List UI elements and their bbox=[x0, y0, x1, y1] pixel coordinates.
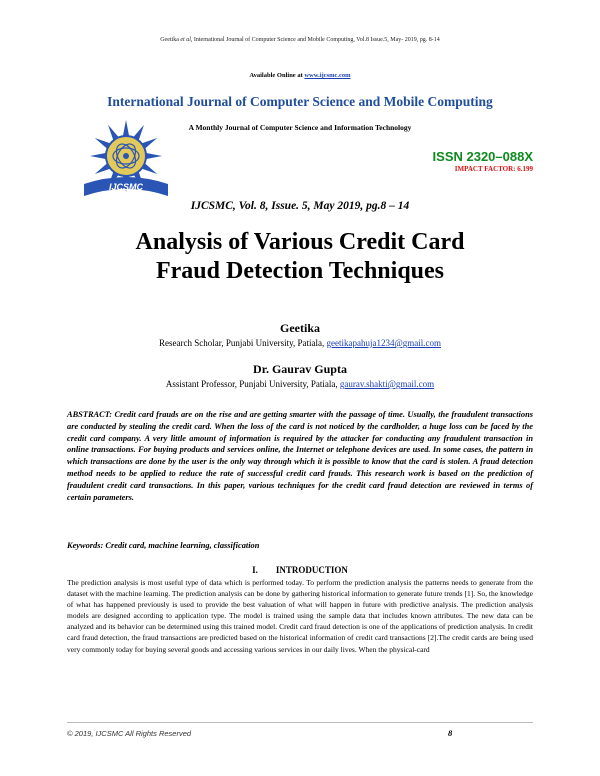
available-label: Available Online at bbox=[249, 72, 303, 79]
author-email-link[interactable]: gaurav.shakti@gmail.com bbox=[339, 379, 435, 389]
author-affiliation bbox=[0, 338, 600, 348]
journal-name: International Journal of Computer Science and Mobile Computing bbox=[107, 94, 493, 109]
section-title: INTRODUCTION bbox=[275, 565, 348, 575]
author-email-link[interactable]: geetikapahuja1234@gmail.com bbox=[326, 338, 442, 348]
page-number: 8 bbox=[448, 728, 453, 738]
affiliation-text: Assistant Professor, Punjabi University, Patiala, bbox=[165, 379, 338, 389]
journal-website-link[interactable]: www.ijcsmc.com bbox=[304, 72, 351, 79]
keywords: Keywords: Credit card, machine learning, classification bbox=[67, 541, 260, 550]
section-number: I. bbox=[252, 565, 258, 575]
available-online bbox=[0, 72, 600, 79]
running-author: Geetika bbox=[160, 37, 179, 43]
footer-copyright: © 2019, IJCSMC All Rights Reserved bbox=[67, 729, 192, 738]
paper-title bbox=[40, 228, 560, 286]
author-affiliation bbox=[0, 379, 600, 389]
introduction-text: The prediction analysis is most useful type of data which is performed today. To perform the prediction analysis the patterns needs to generate from the dataset with the machine learning. The prediction analysis can be done by gathering historical information to generate future trends [1]. So, the knowledge of what has happened previously is used to provide the best valuation of what will happen in future with predictive analysis. The prediction analysis models are designed according to application type. The model is trained using the sample data that includes known attributes. The new data can be analyzed and its behavior can be determined using this trained model. Credit card fraud detection is one of the applications of prediction analysis. In credit card fraud detection, the fraud transactions are predicted based on the historical information of credit card transactions [2].The credit cards are being used very commonly today for buying several goods and accessing various services in our daily lives. When the physical-card bbox=[67, 578, 533, 654]
running-header-rest: , International Journal of Computer Science and Mobile Computing, Vol.8 Issue.5, May- 2019, pg. 8-14 bbox=[190, 37, 440, 43]
ijcsmc-logo bbox=[76, 118, 176, 200]
paper-title-line-2: Fraud Detection Techniques bbox=[155, 258, 445, 284]
paper-title-line-1: Analysis of Various Credit Card bbox=[135, 229, 465, 255]
author-name: Geetika bbox=[280, 321, 320, 335]
logo-text: IJCSMC bbox=[108, 182, 144, 192]
issn: ISSN 2320–088X bbox=[432, 149, 533, 164]
author-name: Dr. Gaurav Gupta bbox=[253, 362, 347, 376]
citation-line: IJCSMC, Vol. 8, Issue. 5, May 2019, pg.8 – 14 bbox=[190, 200, 410, 212]
footer-divider bbox=[67, 722, 533, 723]
affiliation-text: Research Scholar, Punjabi University, Patiala, bbox=[158, 338, 325, 348]
section-heading bbox=[0, 565, 600, 575]
running-header bbox=[0, 37, 600, 43]
impact-factor: IMPACT FACTOR: 6.199 bbox=[454, 165, 533, 173]
journal-subtitle: A Monthly Journal of Computer Science and Information Technology bbox=[188, 123, 412, 132]
running-etal: et al bbox=[180, 37, 191, 43]
abstract: ABSTRACT: Credit card frauds are on the rise and are getting smarter with the passage of time. Usually, the fraudulent transactions are conducted by stealing the credit card. When the loss of the card is not noticed by the cardholder, a huge loss can be faced by the credit card company. A very little amount of information is required by the attacker for conducting any fraudulent transaction in online transactions. For buying products and services online, the Internet or telephone devices are used. In some cases, the pattern in which transactions are done by the user is the only way through which it is possible to know that the card is stolen. A fraud detection method needs to be applied to reduce the rate of successful credit card frauds. This research work is based on the prediction of fraudulent credit card transactions. In this paper, various techniques for the credit card fraud detection are reviewed in terms of certain parameters. bbox=[67, 410, 533, 502]
